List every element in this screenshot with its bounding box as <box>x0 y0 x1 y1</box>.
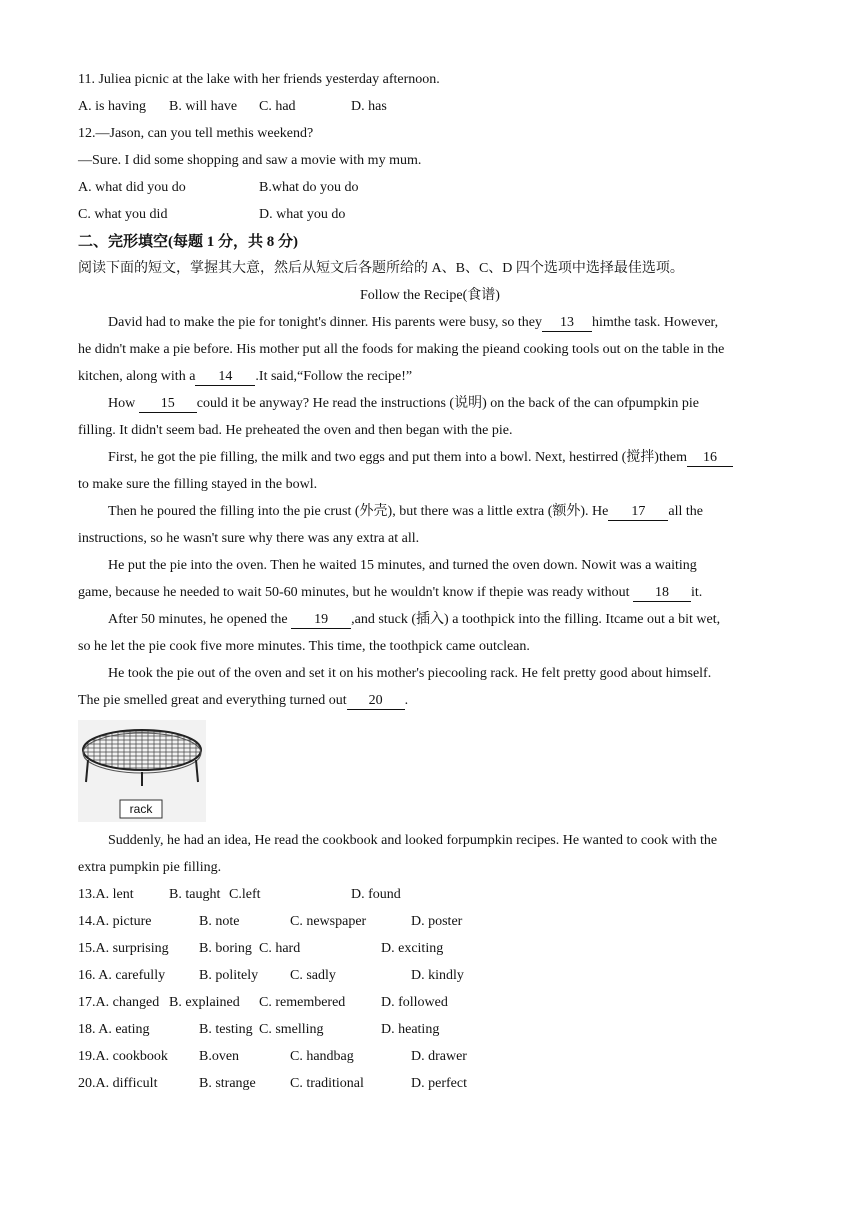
choice-15-d: D. exciting <box>381 941 444 956</box>
choice-17-c: C. remembered <box>259 995 346 1010</box>
choice-16-b: B. politely <box>199 968 259 983</box>
rack-image <box>78 720 206 822</box>
q12-option-a: A. what did you do <box>78 180 186 195</box>
choice-18-c: C. smelling <box>259 1022 324 1037</box>
choice-15-a: 15.A. surprising <box>78 941 169 956</box>
choice-17-b: B. explained <box>169 995 240 1010</box>
passage-line: instructions, so he wasn't sure why there was any extra at all. <box>78 531 420 546</box>
q11-option-a: A. is having <box>78 99 147 114</box>
passage-title: Follow the Recipe(食谱) <box>360 288 500 303</box>
passage-line: so he let the pie cook five more minutes. This time, the toothpick came outclean. <box>78 639 530 654</box>
passage-line: He took the pie out of the oven and set it on his mother's piecooling rack. He felt pretty good about himself. <box>108 666 712 681</box>
question-12-stem: 12.—Jason, can you tell methis weekend? <box>78 126 314 141</box>
choice-16-a: 16. A. carefully <box>78 968 166 983</box>
passage-line: Suddenly, he had an idea, He read the cookbook and looked forpumpkin recipes. He wanted to cook with the <box>108 833 718 848</box>
passage-line: he didn't make a pie before. His mother put all the foods for making the pieand cooking tools out on the table in the <box>78 342 725 357</box>
choice-13-b: B. taught <box>169 887 221 902</box>
choice-13-a: 13.A. lent <box>78 887 134 902</box>
blank-19: 19 <box>291 612 351 629</box>
choice-14-b: B. note <box>199 914 240 929</box>
passage-line: First, he got the pie filling, the milk and two eggs and put them into a bowl. Next, hestirred (搅拌)them 16 <box>108 449 733 467</box>
passage-line: to make sure the filling stayed in the bowl. <box>78 477 318 492</box>
blank-17: 17 <box>608 504 668 521</box>
choice-14-d: D. poster <box>411 914 463 929</box>
rack-label: rack <box>129 802 153 816</box>
choice-15-c: C. hard <box>259 941 301 956</box>
passage-line: kitchen, along with a 14 .It said,“Follow the recipe!” <box>78 369 413 384</box>
q12-option-c: C. what you did <box>78 207 168 222</box>
choice-20-b: B. strange <box>199 1076 256 1091</box>
choice-18-a: 18. A. eating <box>78 1022 150 1037</box>
choice-19-c: C. handbag <box>290 1049 354 1064</box>
choice-13-c: C.left <box>229 887 261 902</box>
choice-20-d: D. perfect <box>411 1076 467 1091</box>
passage-line: extra pumpkin pie filling. <box>78 860 222 875</box>
section-instruction: 阅读下面的短文，掌握其大意，然后从短文后各题所给的 A、B、C、D 四个选项中选择最佳选项。 <box>78 261 684 276</box>
blank-16: 16 <box>687 450 733 467</box>
passage-line: filling. It didn't seem bad. He preheated the oven and then began with the pie. <box>78 423 513 438</box>
choice-14-c: C. newspaper <box>290 914 367 929</box>
choice-20-a: 20.A. difficult <box>78 1076 158 1091</box>
q12-option-b: B.what do you do <box>259 180 359 195</box>
passage-line: How 15 could it be anyway? He read the instructions (说明) on the back of the can ofpumpkin pie <box>108 396 700 411</box>
blank-20: 20 <box>347 693 405 710</box>
choice-18-d: D. heating <box>381 1022 440 1037</box>
choice-17-a: 17.A. changed <box>78 995 160 1010</box>
q11-option-c: C. had <box>259 99 296 114</box>
passage-line: He put the pie into the oven. Then he waited 15 minutes, and turned the oven down. Nowit was a waiting <box>108 558 697 573</box>
choice-19-d: D. drawer <box>411 1049 467 1064</box>
blank-15: 15 <box>139 396 197 413</box>
choice-19-b: B.oven <box>199 1049 240 1064</box>
q11-option-b: B. will have <box>169 99 238 114</box>
choice-19-a: 19.A. cookbook <box>78 1049 168 1064</box>
choice-15-b: B. boring <box>199 941 252 956</box>
choice-13-d: D. found <box>351 887 401 902</box>
q12-option-d: D. what you do <box>259 207 346 222</box>
choice-18-b: B. testing <box>199 1022 253 1037</box>
passage-line: After 50 minutes, he opened the 19 ,and stuck (插入) a toothpick into the filling. Itcame out a bit wet, <box>108 612 721 627</box>
blank-14: 14 <box>195 369 255 386</box>
choice-16-c: C. sadly <box>290 968 336 983</box>
question-12-reply: —Sure. I did some shopping and saw a movie with my mum. <box>78 153 422 168</box>
passage-line: David had to make the pie for tonight's dinner. His parents were busy, so they 13 himthe task. However, <box>108 315 719 330</box>
blank-18: 18 <box>633 585 691 602</box>
choice-20-c: C. traditional <box>290 1076 364 1091</box>
passage-line: The pie smelled great and everything turned out 20 . <box>78 693 409 708</box>
passage-line: Then he poured the filling into the pie crust (外壳), but there was a little extra (额外). He 17 all the <box>108 504 703 519</box>
choice-16-d: D. kindly <box>411 968 464 983</box>
section-title: 二、完形填空(每题 1 分，共 8 分) <box>78 234 298 250</box>
choice-17-d: D. followed <box>381 995 448 1010</box>
passage-line: game, because he needed to wait 50-60 minutes, but he wouldn't know if thepie was ready without 18 it. <box>78 585 703 600</box>
q11-option-d: D. has <box>351 99 387 114</box>
blank-13: 13 <box>542 315 592 332</box>
question-11-stem: 11. Juliea picnic at the lake with her friends yesterday afternoon. <box>78 72 440 87</box>
choice-14-a: 14.A. picture <box>78 914 152 929</box>
